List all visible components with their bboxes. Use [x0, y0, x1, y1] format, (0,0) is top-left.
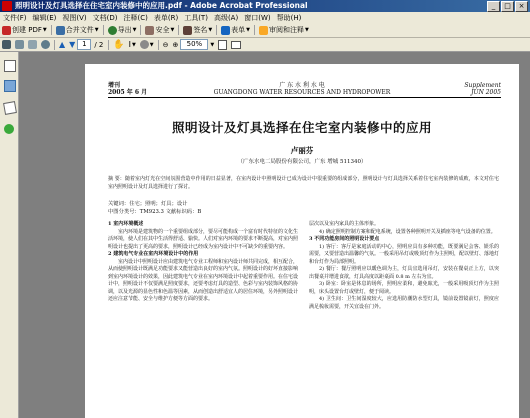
pdf-page — [85, 64, 519, 418]
page-icon — [218, 40, 227, 50]
export-label: 导出 — [117, 26, 132, 34]
menu-help[interactable]: 帮助(H) — [276, 13, 302, 22]
body-paragraph: 4) 卫生间：卫生间湿度较大，应选用防潮防水型灯具，镜前设置镜前灯，照度应满足梳妆需要，开关宜设在门外。 — [309, 296, 499, 311]
body-paragraph: 室内环境是建筑物的一个重要组成部分，要尽可能构成一个富有时代特征的文化生活环境，使人们在其中生活得舒适、愉快。人们对室内环境的要求不断提高，对室内照明设计也提出了更高的要求，照明设计已经成为室内设计中不可缺少的重要内容。 — [108, 228, 299, 250]
journal-name-en: GUANGDONG WATER RESOURCES AND HYDROPOWER — [213, 89, 391, 96]
fit-width-icon — [231, 41, 241, 49]
section-heading: 2 建筑电气专业在室内环境设计中的作用 — [108, 251, 199, 258]
toolbar-separator — [140, 25, 141, 35]
create-pdf-button[interactable] — [0, 25, 49, 35]
lock-icon — [145, 26, 154, 35]
chevron-down-icon: ▼ — [208, 27, 213, 33]
menu-bar — [0, 12, 530, 23]
cursor-icon: I — [128, 40, 131, 49]
document-viewer[interactable] — [19, 52, 530, 418]
form-icon — [221, 26, 230, 35]
journal-name — [85, 82, 519, 96]
save-button[interactable] — [0, 40, 13, 49]
zoom-in-button[interactable] — [171, 41, 181, 49]
print-button[interactable] — [13, 40, 26, 49]
sign-label: 签名 — [193, 26, 208, 34]
create-pdf-icon — [2, 26, 11, 35]
paper-title: 照明设计及灯具选择在住宅室内装修中的应用 — [171, 120, 432, 135]
menu-tools[interactable]: 工具(T) — [184, 13, 208, 22]
issue-date: 2005 年 6 月 — [108, 89, 148, 96]
menu-advanced[interactable]: 高级(A) — [213, 13, 239, 22]
zoom-out-button[interactable] — [161, 41, 171, 49]
toolbar-separator — [216, 25, 217, 35]
author-affiliation: （广东水电二局股份有限公司，广东 增城 511340） — [237, 159, 367, 165]
chevron-down-icon: ▼ — [132, 27, 137, 33]
journal-issue-en — [464, 82, 501, 96]
chevron-down-icon[interactable]: ▼ — [210, 41, 215, 48]
menu-comments[interactable]: 注释(C) — [123, 13, 148, 22]
attachments-icon[interactable] — [4, 124, 14, 134]
save-icon — [2, 40, 11, 49]
navigation-pane — [0, 52, 19, 418]
journal-name-cn: 广 东 水 利 水 电 — [279, 82, 325, 89]
body-paragraph: 1) 客厅：客厅是家庭活动的中心，照明应具有多种功能，既要满足会客、娱乐的需要，又要营造出温馨的气氛。一般采用吊灯或吸顶灯作为主照明，配以壁灯、落地灯和台灯作为局部照明。 — [309, 243, 500, 265]
classification: 中图分类号：TM923.3 文献标识码：B — [108, 209, 202, 215]
pages-icon[interactable] — [4, 60, 16, 72]
main-toolbar — [0, 23, 530, 38]
merge-files-button[interactable] — [54, 25, 101, 35]
body-paragraph: 室内设计中照明设计应由建筑电气专业工程师和室内设计师共同完成，相互配合，从而使照明设计既满足功能要求又能营造出良好的室内气氛。照明设计的好坏直接影响到室内环境设计的效果，因此建筑电气专业在室内环境设计中起着重要作用。在住宅设计中，照明设计不仅要满足照度要求，还要考虑灯具的造型、色彩与室内装饰风格的协调，以及光源的显色性和色温等因素，从而创造出舒适宜人的居住环境，另外照明设计还应注意节能、安全与维护方便等方面的要求。 — [108, 258, 299, 303]
body-paragraph: 层次以及室内家具的主体形象。 — [309, 221, 380, 227]
menu-file[interactable]: 文件(F) — [3, 13, 27, 22]
zoom-tool-button[interactable] — [138, 40, 156, 49]
paper-author: 卢丽芬 — [290, 146, 314, 155]
toolbar-separator — [158, 40, 159, 50]
toolbar-separator — [54, 40, 55, 50]
secure-label: 安全 — [155, 26, 170, 34]
chevron-down-icon: ▼ — [131, 41, 136, 48]
chevron-down-icon: ▼ — [305, 27, 309, 33]
comment-icon — [259, 26, 268, 35]
chevron-down-icon: ▼ — [149, 41, 154, 48]
email-button[interactable] — [26, 40, 39, 49]
window-controls — [487, 1, 528, 12]
plus-icon: ⊕ — [172, 40, 179, 49]
create-pdf-label: 创建 PDF — [12, 26, 42, 34]
secure-button[interactable] — [143, 25, 176, 35]
toolbar-separator — [108, 40, 109, 50]
chevron-down-icon: ▼ — [170, 27, 175, 33]
abstract: 摘 要：随着室内灯光在空间氛围营造中作用的日益显著，在室内设计中照明设计已成为设计中很重要的组成部分，照明设计与灯具选择关系着住宅室内装修的成败，本文对住宅室内照明设计及灯具选择进行了探讨。 — [108, 176, 499, 190]
review-comment-button[interactable] — [257, 25, 311, 35]
minus-icon: ⊖ — [162, 40, 169, 49]
email-icon — [28, 40, 37, 49]
navigation-toolbar — [0, 38, 530, 52]
bookmarks-icon[interactable] — [4, 80, 16, 92]
signatures-icon[interactable] — [3, 101, 17, 115]
toolbar-separator — [51, 25, 52, 35]
sign-button[interactable] — [181, 25, 214, 35]
chevron-down-icon: ▼ — [246, 27, 251, 33]
next-page-button[interactable] — [67, 40, 77, 49]
forms-label: 表单 — [231, 26, 246, 34]
down-arrow-icon: ▼ — [69, 40, 76, 49]
keywords: 关键词：住宅；照明；灯具；设计 — [108, 201, 188, 207]
fit-width-button[interactable] — [229, 41, 243, 49]
pen-icon — [183, 26, 192, 35]
body-paragraph: 4) 确定照明控制方案和配电系统，设置各种照明开关及插座等电气设备的位置。 — [319, 228, 496, 235]
chevron-down-icon: ▼ — [42, 27, 47, 33]
review-comment-label: 审阅和注释 — [269, 26, 305, 34]
body-left-column — [108, 221, 298, 304]
chevron-down-icon: ▼ — [94, 27, 99, 33]
body-right-column — [309, 221, 499, 312]
maximize-button[interactable]: □ — [501, 1, 514, 12]
close-button[interactable]: × — [515, 1, 528, 12]
search-icon — [41, 40, 50, 49]
toolbar-separator — [254, 25, 255, 35]
hand-icon: ✋ — [113, 39, 125, 50]
body-paragraph: 2) 餐厅：餐厅照明应以暖色调为主，灯具宜选用吊灯，安装在餐桌正上方，以突出餐桌并增进食欲，灯具高度以距桌面 0.8 m 左右为宜。 — [309, 266, 499, 280]
section-heading: 3 不同功能房间的照明设计要点 — [309, 236, 380, 243]
export-button[interactable] — [106, 25, 139, 35]
merge-files-label: 合并文件 — [65, 26, 94, 34]
issue-supplement: 增刊 — [108, 82, 121, 89]
window-title: 照明设计及灯具选择在住宅室内装修中的应用.pdf - Adobe Acrobat Professional — [15, 1, 308, 10]
select-tool-button[interactable] — [127, 40, 138, 49]
title-bar — [0, 0, 530, 12]
menu-view[interactable]: 视图(V) — [62, 13, 87, 22]
menu-window[interactable]: 窗口(W) — [244, 13, 271, 22]
zoom-level-field[interactable]: 50% — [180, 39, 208, 50]
merge-files-icon — [56, 26, 65, 35]
fit-page-button[interactable] — [216, 40, 229, 50]
body-paragraph: 3) 卧室：卧室是休息的场所，照明应柔和，避免眩光，一般采用吸顶灯作为主照明，床头设置台灯或壁灯，便于阅读。 — [309, 281, 499, 295]
minimize-button[interactable]: _ — [487, 1, 500, 12]
issue-date-en: JUN 2005 — [471, 89, 501, 96]
page-total: / 2 — [94, 40, 104, 49]
menu-forms[interactable]: 表单(R) — [153, 13, 179, 22]
supplement-label: Supplement — [464, 82, 501, 89]
acrobat-app-icon — [2, 1, 12, 11]
toolbar-separator — [103, 25, 104, 35]
previous-page-button[interactable] — [57, 40, 67, 49]
up-arrow-icon: ▲ — [59, 40, 66, 49]
search-button[interactable] — [39, 40, 52, 49]
export-icon — [108, 26, 117, 35]
section-heading: 1 室内环境概述 — [108, 221, 144, 227]
menu-edit[interactable]: 编辑(E) — [32, 13, 57, 22]
header-rule — [108, 97, 501, 98]
zoom-icon — [140, 40, 149, 49]
menu-document[interactable]: 文档(D) — [92, 13, 118, 22]
print-icon — [15, 40, 24, 49]
toolbar-separator — [178, 25, 179, 35]
page-number-input[interactable]: 1 — [77, 39, 91, 50]
hand-tool-button[interactable] — [111, 40, 126, 50]
forms-button[interactable] — [219, 25, 252, 35]
